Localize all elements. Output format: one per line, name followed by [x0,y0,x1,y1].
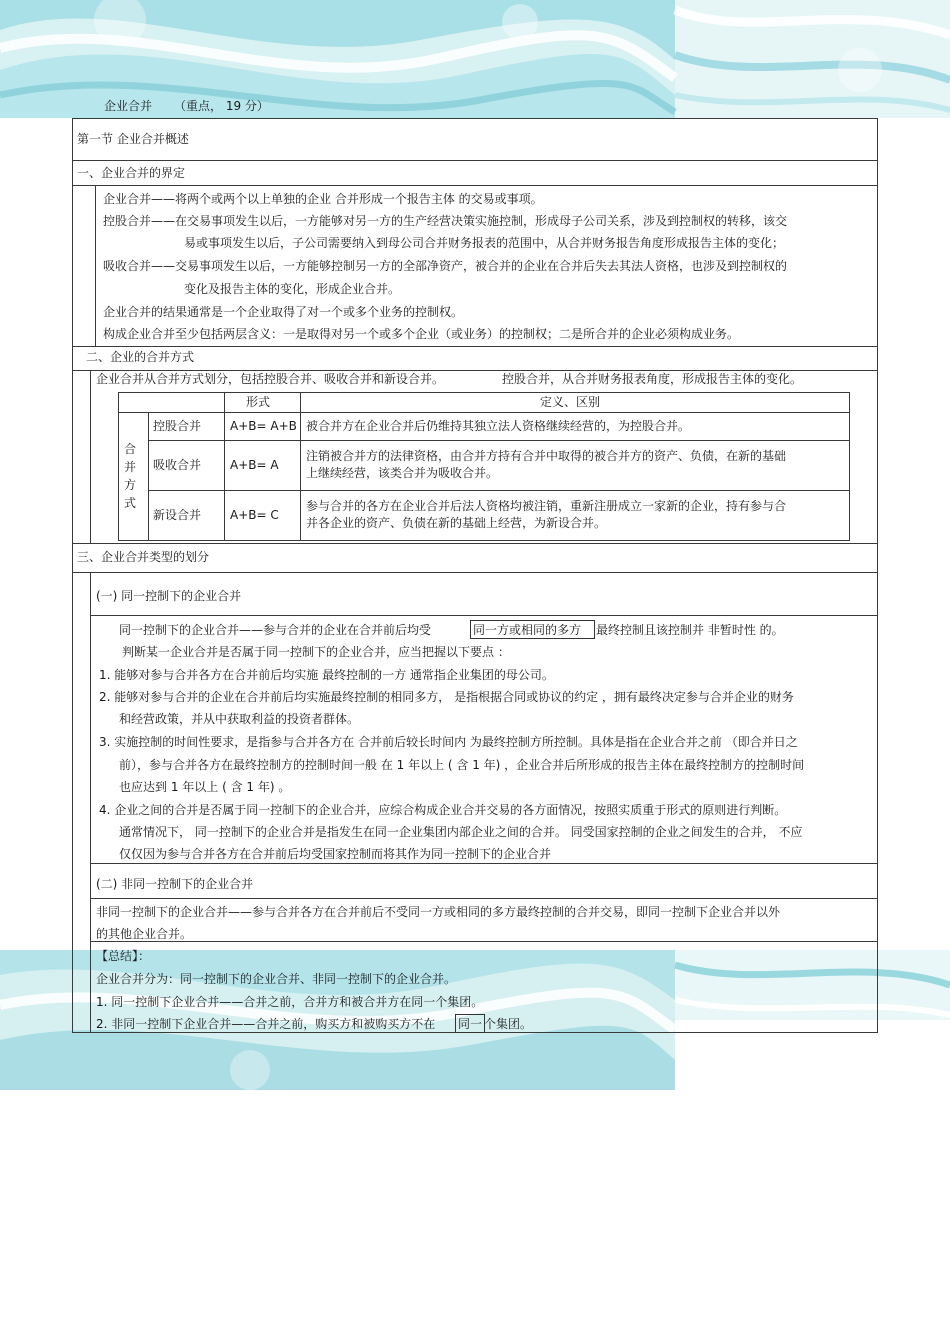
frame-left [72,118,73,1032]
point-2: 和经营政策，并从中获取利益的投资者群体。 [119,712,360,726]
highlight-box [470,620,595,639]
result-line: 企业合并的结果通常是一个企业取得了对一个或多个业务的控制权。 [103,305,464,319]
table-cell-form: A+B= A [230,458,279,472]
subsection-heading-non-common-control: (二) 非同一控制下的企业合并 [96,877,254,891]
definition-line: 企业合并——将两个或两个以上单独的企业 合并形成一个报告主体 的交易或事项。 [103,192,543,206]
divider [90,941,878,942]
table-cell-definition: 被合并方在企业合并后仍维持其独立法人资格继续经营的，为控股合并。 [306,419,691,433]
divider [72,572,878,573]
meaning-line: 构成企业合并至少包括两层含义：一是取得对另一个或多个企业（或业务）的控制权；二是所合并的企业必须构成业务。 [103,327,740,341]
divider [72,543,878,544]
common-control-boxed-term: 同一方或相同的多方 [473,623,582,637]
table-cell-form: A+B= A+B [230,419,297,433]
holding-merger-line: 控股合并——在交易事项发生以后，一方能够对另一方的生产经营决策实施控制，形成母子公司关系，涉及到控制权的转移，该交 [103,214,788,228]
inner-left-rule [90,573,91,1032]
summary-line: 个集团。 [484,1017,533,1031]
summary-line: 2. 非同一控制下企业合并——合并之前，购买方和被购买方不在 [96,1017,436,1031]
divider [90,863,878,864]
section-header: 第一节 企业合并概述 [77,132,189,146]
table-cell-name: 控股合并 [153,419,202,433]
point-4: 4. 企业之间的合并是否属于同一控制下的企业合并，应综合构成企业合并交易的各方面情况，按照实质重于形式的原则进行判断。 [99,803,787,817]
point-3: 前），参与合并各方在最终控制方的控制时间一般 在 1 年以上 ( 含 1 年) ，企业合并后所形成的报告主体在最终控制方的控制时间 [119,758,805,772]
table-cell-name: 吸收合并 [153,458,202,472]
state-control-note: 通常情况下， 同一控制下的企业合并是指发生在同一企业集团内部企业之间的合并。 同受国家控制的企业之间发生的合并， 不应 [119,825,803,839]
table-cell-definition: 并各企业的资产、负债在新的基础上经营，为新设合并。 [306,516,607,530]
divider [72,185,878,186]
inner-left-rule [90,371,91,543]
judgment-intro: 判断某一企业合并是否属于同一控制下的企业合并，应当把握以下要点 ： [122,645,510,659]
inner-left-rule [95,186,96,346]
non-common-control-definition: 的其他企业合并。 [96,927,193,941]
section-heading-3: 三、企业合并类型的划分 [77,550,210,564]
doc-title: 企业合并 [104,99,153,113]
common-control-definition: 同一控制下的企业合并——参与合并的企业在合并前后均受 [119,623,432,637]
table-header-definition: 定义、区别 [540,395,601,409]
summary-line: 1. 同一控制下企业合并——合并之前，合并方和被合并方在同一个集团。 [96,995,484,1009]
divider [90,898,878,899]
table-cell-definition: 参与合并的各方在企业合并后法人资格均被注销，重新注册成立一家新的企业，持有参与合 [306,499,787,513]
divider [90,615,878,616]
common-control-definition: 最终控制且该控制并 非暂时性 的。 [596,623,784,637]
merger-methods-intro: 企业合并从合并方式划分，包括控股合并、吸收合并和新设合并。 [96,372,445,386]
subsection-heading-common-control: (一) 同一控制下的企业合并 [96,589,242,603]
summary-boxed-term: 同一 [458,1017,483,1031]
section-heading-1: 一、企业合并的界定 [77,166,186,180]
point-3: 也应达到 1 年以上 ( 含 1 年) 。 [119,780,291,794]
table-cell-definition: 上继续经营，该类合并为吸收合并。 [306,466,499,480]
highlight-box [455,1014,485,1033]
point-2: 2. 能够对参与合并的企业在合并前后均实施最终控制的相同多方， 是指根据合同或协议的约定 ，拥有最终决定参与合并企业的财务 [99,690,794,704]
merger-methods-note: 控股合并，从合并财务报表角度，形成报告主体的变化。 [502,372,803,386]
divider [72,160,878,161]
table-cell-definition: 注销被合并方的法律资格，由合并方持有合并中取得的被合并方的资产、负债，在新的基础 [306,449,787,463]
doc-title-note: （重点， 19 分） [174,99,269,113]
point-3: 3. 实施控制的时间性要求，是指参与合并各方在 合并前后较长时间内 为最终控制方所控制。具体是指在企业合并之前 （即合并日之 [99,735,798,749]
absorption-merger-line: 变化及报告主体的变化，形成企业合并。 [184,282,401,296]
summary-label: 【总结】： [96,949,151,963]
table-cell-form: A+B= C [230,508,279,522]
divider [72,346,878,347]
point-1: 1. 能够对参与合并各方在合并前后均实施 最终控制的一方 通常指企业集团的母公司。 [99,668,554,682]
frame-right [877,118,878,1032]
frame-top [72,118,878,119]
section-heading-2: 二、企业的合并方式 [86,350,195,364]
holding-merger-line: 易或事项发生以后，子公司需要纳入到母公司合并财务报表的范围中，从合并财务报告角度形成报告主体的变化； [184,236,785,250]
table-row-group-label: 合并方式 [123,442,136,510]
summary-line: 企业合并分为：同一控制下的企业合并、非同一控制下的企业合并。 [96,972,457,986]
table-cell-name: 新设合并 [153,508,202,522]
state-control-note: 仅仅因为参与合并各方在合并前后均受国家控制而将其作为同一控制下的企业合并 [119,847,552,861]
non-common-control-definition: 非同一控制下的企业合并——参与合并各方在合并前后不受同一方或相同的多方最终控制的合并交易，即同一控制下企业合并以外 [96,905,781,919]
table-header-form: 形式 [246,395,271,409]
absorption-merger-line: 吸收合并——交易事项发生以后，一方能够控制另一方的全部净资产，被合并的企业在合并后失去其法人资格，也涉及到控制权的 [103,259,788,273]
